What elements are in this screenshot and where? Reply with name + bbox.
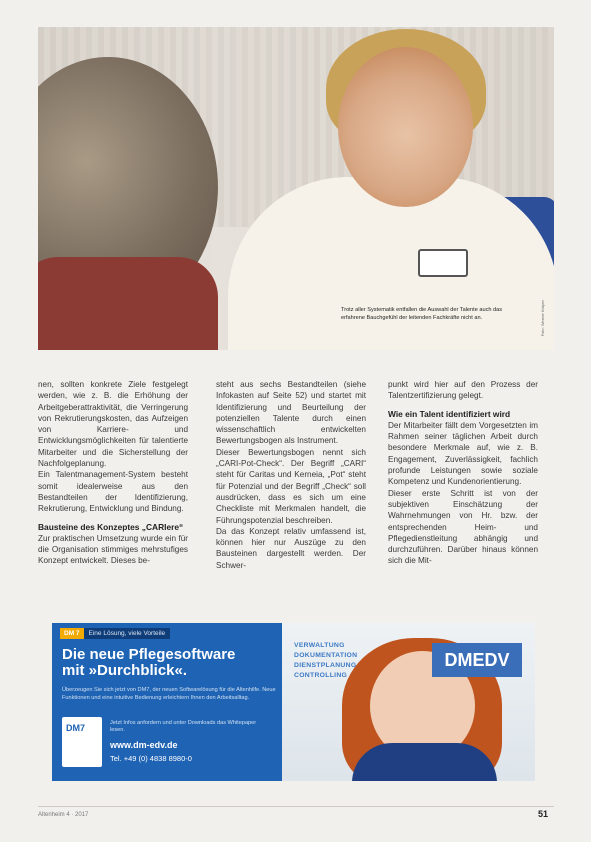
ad-tag xyxy=(60,628,170,639)
ad-small-text: Jetzt Infos anfordern und unter Downloads das Whitepaper lesen. xyxy=(110,720,257,733)
ad-headline xyxy=(62,647,235,679)
ad-headline-line-2: mit »Durchblick«. xyxy=(62,662,188,679)
ad-feature-item: VERWALTUNG xyxy=(294,642,345,649)
footer-divider xyxy=(38,806,554,807)
ad-tag-key: DM 7 xyxy=(60,628,84,639)
paragraph: Dieser erste Schritt ist von der subjektiven Einschätzung der Wahrnehmungen von Hr. bzw. der entsprechenden Heim- und Pflegedienstleitung abhängig und durchzuführen. Darüber hinaus können sich die Mit- xyxy=(388,488,538,566)
product-box-label: DM7 xyxy=(66,723,86,733)
section-heading: Wie ein Talent identifiziert wird xyxy=(388,408,511,419)
footer-publication: Altenheim 4 · 2017 xyxy=(38,812,89,818)
paragraph: steht aus sechs Bestandteilen (siehe Infokasten auf Seite 52) und startet mit Identifizierung und Beurteilung der potenziellen Talente durch einen wissenschaftlich entwickelten Bewertungsbogen als Instrument. xyxy=(216,380,366,446)
advertisement[interactable] xyxy=(52,623,535,781)
photo-caregiver-face xyxy=(338,47,473,207)
paragraph: Der Mitarbeiter fällt dem Vorgesetzten im Rahmen seiner täglichen Arbeit durch besondere Merkmale auf, wie z. B. Engagement, Zuverlässigkeit, fachlich profunde Leistungen sowie soziale Kompetenz und Kundenorientierung. xyxy=(388,420,538,487)
article-photo xyxy=(38,27,554,350)
ad-feature-item: DIENSTPLANUNG xyxy=(294,662,357,669)
ad-tag-value: Eine Lösung, viele Vorteile xyxy=(84,628,171,639)
ad-url-link[interactable]: www.dm-edv.de xyxy=(110,740,178,750)
ad-feature-item: DOKUMENTATION xyxy=(294,652,358,659)
ad-body: Überzeugen Sie sich jetzt von DM7, der neuen Softwarelösung für die Altenhilfe. Neue Funktionen und eine intuitive Bedienung erleichtern Ihnen den Arbeitsalltag. xyxy=(62,687,276,701)
ad-headline-line-1: Die neue Pflegesoftware xyxy=(62,646,236,663)
ad-feature-item: CONTROLLING xyxy=(294,672,348,679)
paragraph: Dieser Bewertungsbogen nennt sich „CARI-Pot-Check“. Der Begriff „CARI“ steht für Caritas und Kerneia, „Pot“ steht für Potenzial und der Begriff „Check“ soll ausdrücken, dass es sich um eine Checkliste mit Merkmalen handelt, die Führungspotenzial beschreiben. xyxy=(216,447,366,525)
paragraph: Da das Konzept relativ umfassend ist, können hier nur Auszüge zu den Bausteinen dargestellt werden. Der Schwer- xyxy=(216,526,366,570)
page-number: 51 xyxy=(538,809,549,819)
article-column-2 xyxy=(216,379,366,571)
ad-feature-list xyxy=(294,641,357,681)
paragraph: Ein Talentmanagement-System besteht somit idealerweise aus den Bestandteilen der Identifizierung, Rekrutierung, Entwicklung und Bindung. xyxy=(38,470,188,514)
paragraph: nen, sollten konkrete Ziele festgelegt werden, wie z. B. die Erhöhung der Arbeitgeberattraktivität, die Verringerung von Rekrutierungskosten, das Aufzeigen von Karriere- und Entwicklungsmöglichkeiten für talentierte Mitarbeiter und die Sicherstellung der Nachfolgeplanung. xyxy=(38,380,188,469)
dm-edv-logo: DMEDV xyxy=(432,643,522,677)
photo-caption: Trotz aller Systematik entfallen die Auswahl der Talente auch das erfahrene Bauchgefühl der leitenden Fachkräfte nicht an. xyxy=(341,307,503,321)
article-column-1 xyxy=(38,379,188,567)
product-box-icon xyxy=(62,717,102,767)
article-column-3 xyxy=(388,379,538,567)
ad-phone: Tel. +49 (0) 4838 8980-0 xyxy=(110,754,192,763)
photo-credit: Foto: Werner Krüper xyxy=(540,300,545,337)
ad-model-top xyxy=(352,743,497,781)
name-badge xyxy=(418,249,468,277)
section-heading: Bausteine des Konzeptes „CARIere“ xyxy=(38,521,184,532)
photo-resident-shirt xyxy=(38,257,218,350)
paragraph: Zur praktischen Umsetzung wurde ein für die Organisation stimmiges mehrstufiges Konzept entwickelt. Dieses be- xyxy=(38,533,188,566)
paragraph: punkt wird hier auf den Prozess der Talentzertifizierung gelegt. xyxy=(388,380,538,401)
